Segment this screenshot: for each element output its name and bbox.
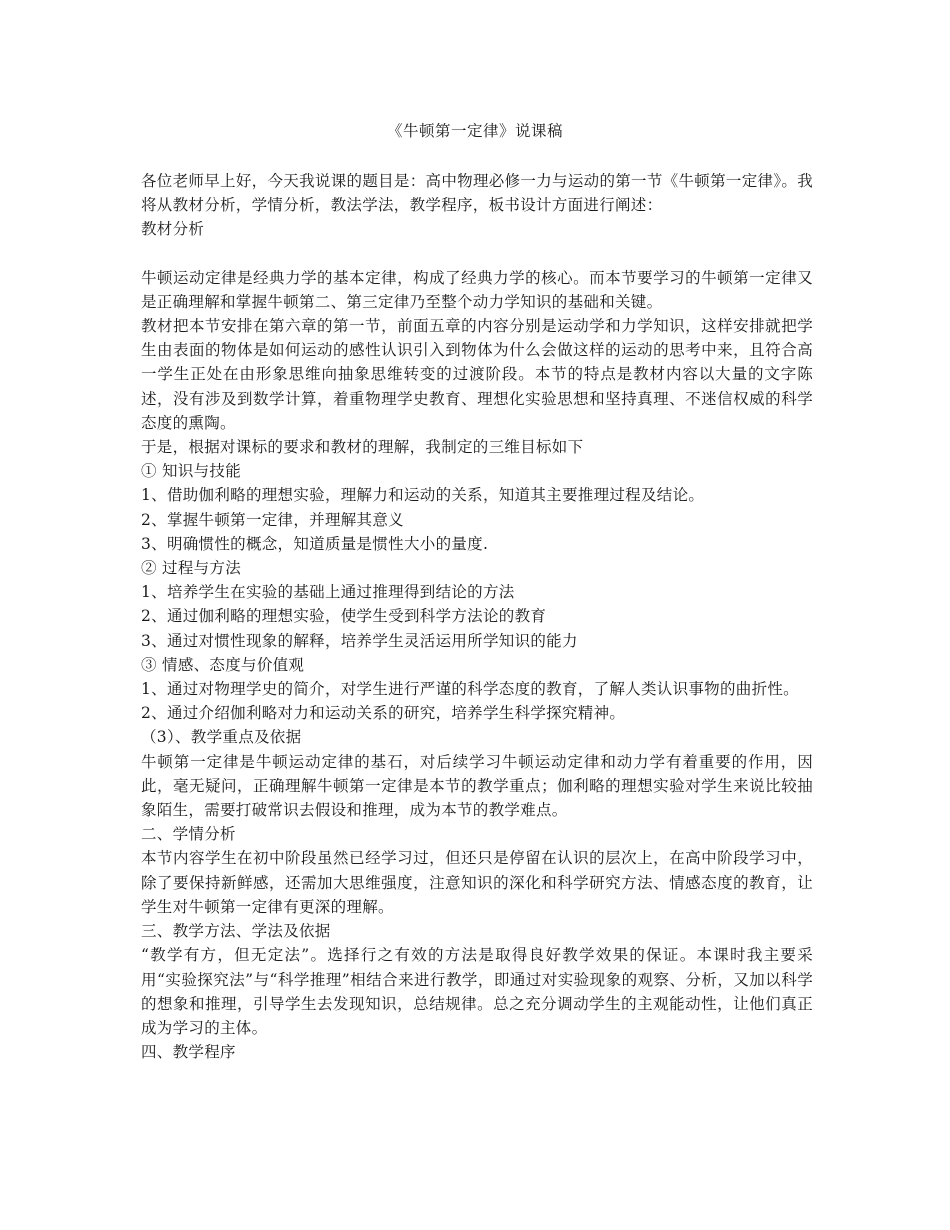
intro-paragraph: 各位老师早上好，今天我说课的题目是：高中物理必修一力与运动的第一节《牛顿第一定律》。我将从教材分析，学情分析，教法学法，教学程序，板书设计方面进行阐述：: [141, 172, 813, 215]
body-paragraph: 牛顿第一定律是牛顿运动定律的基石，对后续学习牛顿运动定律和动力学有着重要的作用，因此，毫无疑问，正确理解牛顿第一定律是本节的教学重点；伽利略的理想实验对学生来说比较抽象陌生，需要打破常识去假设和推理，成为本节的教学难点。: [141, 752, 813, 820]
subsection-heading: ③ 情感、态度与价值观: [141, 655, 305, 674]
section-heading: 三、教学方法、学法及依据: [141, 922, 331, 941]
list-item: 3、通过对惯性现象的解释，培养学生灵活运用所学知识的能力: [141, 631, 578, 650]
list-item: 3、明确惯性的概念，知道质量是惯性大小的量度.: [141, 534, 489, 553]
list-item: 2、掌握牛顿第一定律，并理解其意义: [141, 510, 404, 529]
list-item: 1、通过对物理学史的简介，对学生进行严谨的科学态度的教育，了解人类认识事物的曲折性。: [141, 680, 799, 699]
section-heading: 二、学情分析: [141, 825, 236, 844]
document-body: [141, 169, 813, 1064]
list-item: 2、通过伽利略的理想实验，使学生受到科学方法论的教育: [141, 607, 547, 626]
list-item: 1、借助伽利略的理想实验，理解力和运动的关系，知道其主要推理过程及结论。: [141, 486, 705, 505]
body-paragraph: 于是，根据对课标的要求和教材的理解，我制定的三维目标如下: [141, 438, 584, 457]
body-paragraph: 本节内容学生在初中阶段虽然已经学习过，但还只是停留在认识的层次上，在高中阶段学习中，除了要保持新鲜感，还需加大思维强度，注意知识的深化和科学研究方法、情感态度的教育，让学生对牛顿第一定律有更深的理解。: [141, 849, 813, 916]
list-item: 1、培养学生在实验的基础上通过推理得到结论的方法: [141, 583, 515, 602]
section-heading: （3）、教学重点及依据: [141, 728, 302, 747]
document-title: 《牛顿第一定律》说课稿: [386, 122, 563, 140]
subsection-heading: ② 过程与方法: [141, 559, 242, 578]
body-paragraph: 教材把本节安排在第六章的第一节，前面五章的内容分别是运动学和力学知识，这样安排就把学生由表面的物体是如何运动的感性认识引入到物体为什么会做这样的运动的思考中来，且符合高一学生正处在由形象思维向抽象思维转变的过渡阶段。本节的特点是教材内容以大量的文字陈述，没有涉及到数学计算，着重物理学史教育、理想化实验思想和坚持真理、不迷信权威的科学态度的熏陶。: [141, 317, 813, 432]
body-paragraph: 牛顿运动定律是经典力学的基本定律，构成了经典力学的核心。而本节要学习的牛顿第一定律又是正确理解和掌握牛顿第二、第三定律乃至整个动力学知识的基础和关键。: [141, 268, 813, 311]
subsection-heading: ① 知识与技能: [141, 462, 242, 481]
body-paragraph: “教学有方，但无定法”。选择行之有效的方法是取得良好教学效果的保证。本课时我主要采用“实验探究法”与“科学推理”相结合来进行教学，即通过对实验现象的观察、分析，又加以科学的想象和推理，引导学生去发现知识，总结规律。总之充分调动学生的主观能动性，让他们真正成为学习的主体。: [141, 946, 813, 1037]
section-heading: 四、教学程序: [141, 1043, 236, 1062]
list-item: 2、通过介绍伽利略对力和运动关系的研究，培养学生科学探究精神。: [141, 704, 626, 723]
section-heading: 教材分析: [141, 220, 205, 239]
